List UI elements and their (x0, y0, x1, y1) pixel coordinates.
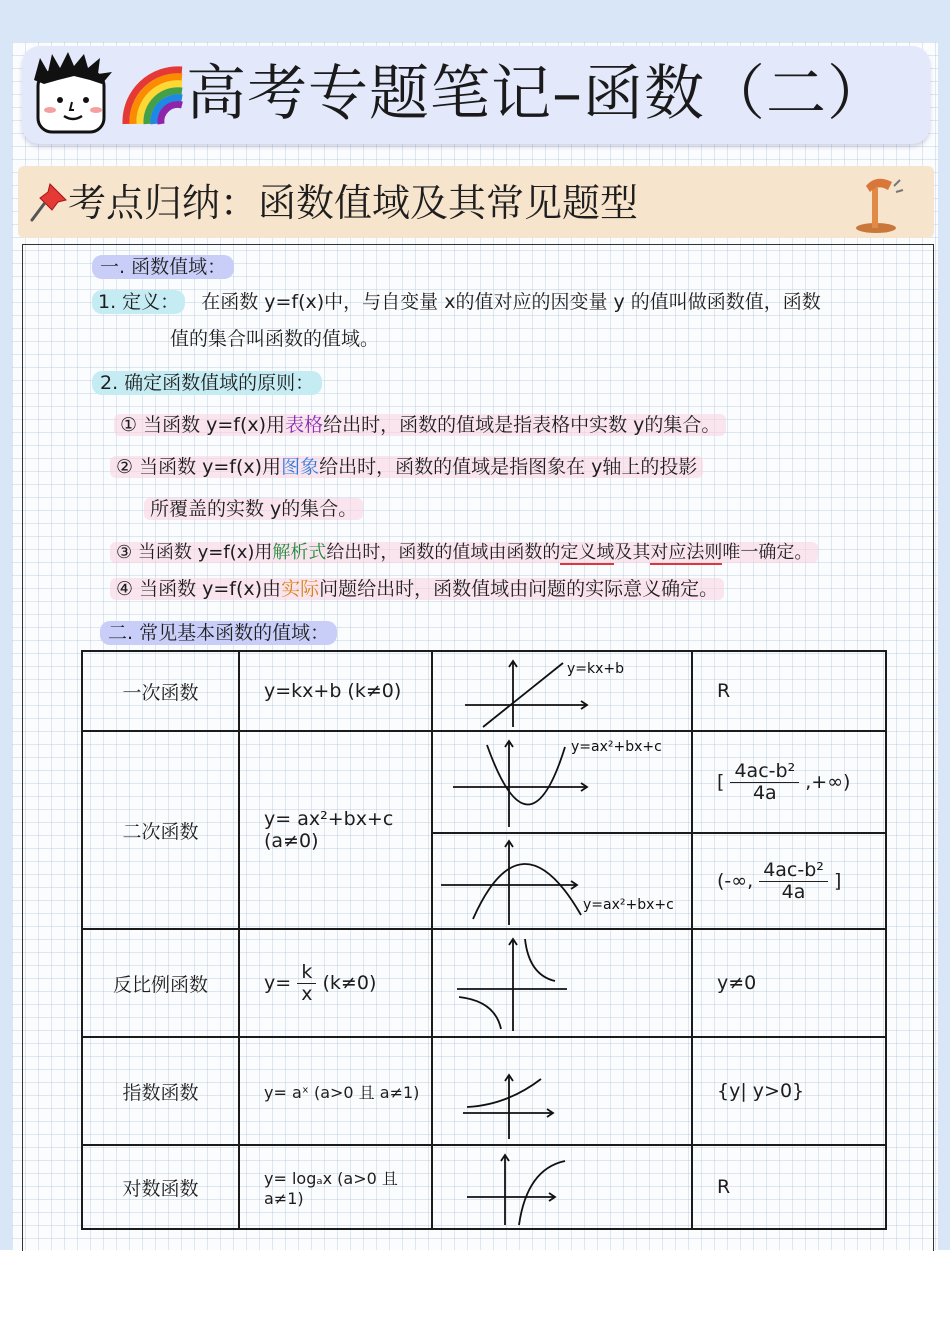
function-range: {y| y>0} (692, 1037, 886, 1145)
rule-4: ④ 当函数 y=f(x)由实际问题给出时，函数值域由问题的实际意义确定。 (110, 574, 724, 601)
range-up-fraction: $\frac{\text{4ac-b²}}{4a}$ (730, 761, 799, 804)
linear-graph-label: y=kx+b (567, 661, 625, 677)
function-name: 对数函数 (82, 1145, 239, 1229)
graph-cell-linear (432, 651, 692, 731)
cartoon-face-icon (30, 50, 116, 136)
inverse-fraction: $\frac{k}{x}$ (297, 962, 316, 1005)
desk-lamp-icon (848, 172, 904, 234)
rainbow-icon (120, 62, 186, 128)
function-formula: y= ax²+bx+c (a≠0) (239, 731, 432, 929)
graph-cell-quadratic-down (432, 833, 692, 929)
section-heading-range: 一. 函数值域： (92, 252, 234, 279)
rule-3: ③ 当函数 y=f(x)用解析式给出时，函数的值域由函数的定义域及其对应法则唯一确定。 (110, 538, 818, 564)
graph-cell-quadratic-up (432, 731, 692, 833)
function-formula: y= logₐx (a>0 且 a≠1) (239, 1145, 432, 1229)
rule-2-continued: 所覆盖的实数 y的集合。 (144, 494, 363, 521)
function-formula: y=kx+b (k≠0) (239, 651, 432, 731)
parabola-down-label: y=ax²+bx+c (583, 897, 674, 913)
graph-cell-logarithmic (432, 1145, 692, 1229)
function-range-table (81, 650, 887, 1230)
parabola-up-graph (437, 733, 687, 831)
parabola-up-label: y=ax²+bx+c (571, 739, 662, 755)
function-formula: y= aˣ (a>0 且 a≠1) (239, 1037, 432, 1145)
table-row-exponential (82, 1037, 886, 1145)
function-name: 反比例函数 (82, 929, 239, 1037)
function-range-down: (-∞, $\frac{\text{4ac-b²}}{4a}$ ] (692, 833, 886, 929)
table-row-logarithmic (82, 1145, 886, 1229)
pushpin-icon (28, 178, 72, 226)
table-row-linear (82, 651, 886, 731)
function-name: 指数函数 (82, 1037, 239, 1145)
range-down-fraction: $\frac{\text{4ac-b²}}{4a}$ (759, 860, 828, 903)
function-range-up: [ $\frac{\text{4ac-b²}}{4a}$ ,+∞) (692, 731, 886, 833)
definition-line-1: 1. 定义： 在函数 y=f(x)中，与自变量 x的值对应的因变量 y 的值叫做函数值，函数 (92, 287, 821, 314)
page-title: 高考专题笔记–函数（二） (186, 59, 888, 129)
graph-cell-exponential (432, 1037, 692, 1145)
section-heading-basic-functions: 二. 常见基本函数的值域： (100, 618, 337, 645)
table-row-quadratic-up (82, 731, 886, 833)
definition-line-2: 值的集合叫函数的值域。 (170, 328, 380, 350)
graph-cell-inverse (432, 929, 692, 1037)
linear-graph (437, 653, 687, 729)
logarithm-graph (437, 1147, 687, 1227)
rule-1: ① 当函数 y=f(x)用表格给出时，函数的值域是指表格中实数 y的集合。 (114, 410, 726, 437)
hyperbola-graph (437, 931, 687, 1035)
section-heading-principles: 2. 确定函数值域的原则： (92, 368, 322, 395)
rule-2: ② 当函数 y=f(x)用图象给出时，函数的值域是指图象在 y轴上的投影 (110, 452, 703, 479)
table-row-inverse (82, 929, 886, 1037)
function-range: R (692, 651, 886, 731)
function-range: y≠0 (692, 929, 886, 1037)
function-name: 二次函数 (82, 731, 239, 929)
function-range: R (692, 1145, 886, 1229)
parabola-down-graph (437, 835, 687, 927)
exponential-graph (437, 1039, 687, 1143)
function-formula: y= $\frac{k}{x}$ (k≠0) (239, 929, 432, 1037)
topic-title: 考点归纳：函数值域及其常见题型 (68, 181, 639, 225)
function-name: 一次函数 (82, 651, 239, 731)
